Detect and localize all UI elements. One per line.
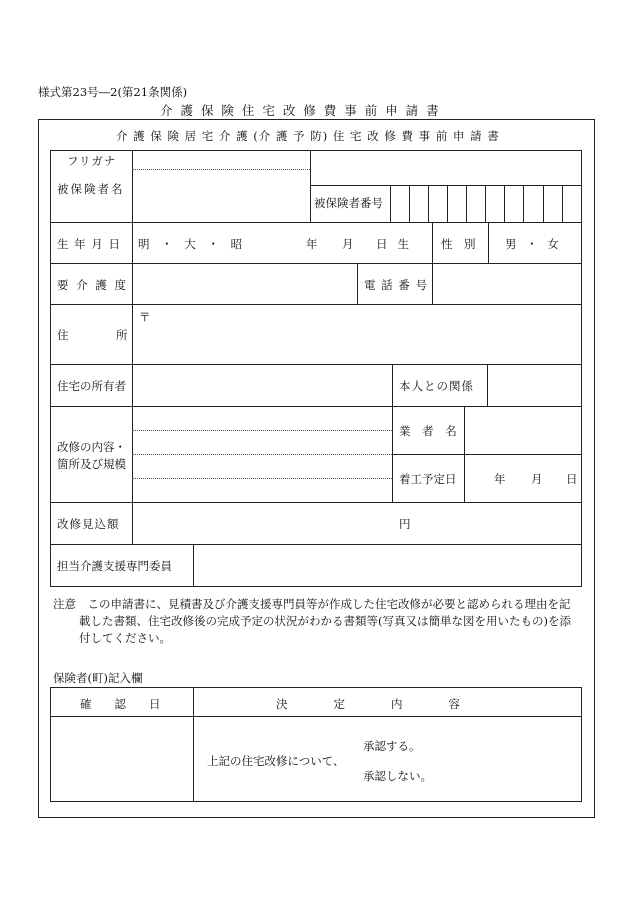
application-table	[50, 150, 582, 587]
address-label-end: 所	[116, 328, 128, 342]
start-day-unit: 日	[566, 472, 578, 486]
birth-day-unit: 日生	[376, 237, 419, 251]
renovation-phrase: 上記の住宅改修について、	[207, 754, 345, 768]
care-manager-label: 担当介護支援専門委員	[57, 559, 172, 573]
gender-label: 性 別	[441, 237, 476, 251]
inner-title: 介 護 保 険 居 宅 介 護 (介 護 予 防) 住 宅 改 修 費 事 前 申 請 書	[116, 129, 500, 143]
page-title: 介 護 保 険 住 宅 改 修 費 事 前 申 請 書	[160, 103, 441, 118]
address-label-start: 住	[57, 328, 69, 342]
furigana-label: フリガナ	[67, 154, 117, 168]
reject-option[interactable]: 承認しない。	[363, 769, 432, 783]
birth-year-unit: 年	[306, 237, 318, 251]
notice	[53, 596, 591, 647]
decision-header: 決 定 内 容	[276, 697, 460, 711]
start-date-label: 着工予定日	[399, 472, 457, 486]
postal-mark: 〒	[139, 310, 151, 324]
owner-label: 住宅の所有者	[57, 379, 126, 393]
contractor-label: 業 者 名	[399, 424, 461, 438]
renovation-label-line2: 箇所及び規模	[57, 457, 126, 471]
confirm-date-header: 確 認 日	[80, 697, 161, 711]
insurer-heading: 保険者(町)記入欄	[53, 671, 143, 685]
notice-line-1: 注意 この申請書に、見積書及び介護支援専門員等が作成した住宅改修が必要と認められる理由を記	[53, 597, 571, 611]
birthdate-label: 生 年 月 日	[57, 237, 121, 251]
renovation-label-line1: 改修の内容・	[57, 440, 126, 454]
form-number: 様式第23号―2(第21条関係)	[38, 85, 188, 99]
insured-name-label: 被保険者名	[57, 182, 125, 196]
phone-label: 電 話 番 号	[364, 278, 428, 292]
care-level-label: 要 介 護 度	[57, 278, 128, 292]
relation-label: 本人との関係	[399, 379, 474, 393]
notice-line-3: 付してください。	[79, 631, 171, 645]
gender-options[interactable]: 男 ・ 女	[505, 237, 562, 251]
estimate-label: 改修見込額	[57, 517, 120, 531]
insured-number-label: 被保険者番号	[314, 196, 383, 210]
start-month-unit: 月	[531, 472, 543, 486]
approve-option[interactable]: 承認する。	[363, 739, 421, 753]
notice-line-2: 載した書類、住宅改修後の完成予定の状況がわかる書類等(写真又は簡単な図を用いたもの)を添	[79, 614, 571, 628]
birth-month-unit: 月	[342, 237, 354, 251]
start-year-unit: 年	[494, 472, 506, 486]
yen-unit: 円	[399, 517, 411, 531]
era-options[interactable]: 明 ・ 大 ・ 昭	[138, 237, 247, 251]
